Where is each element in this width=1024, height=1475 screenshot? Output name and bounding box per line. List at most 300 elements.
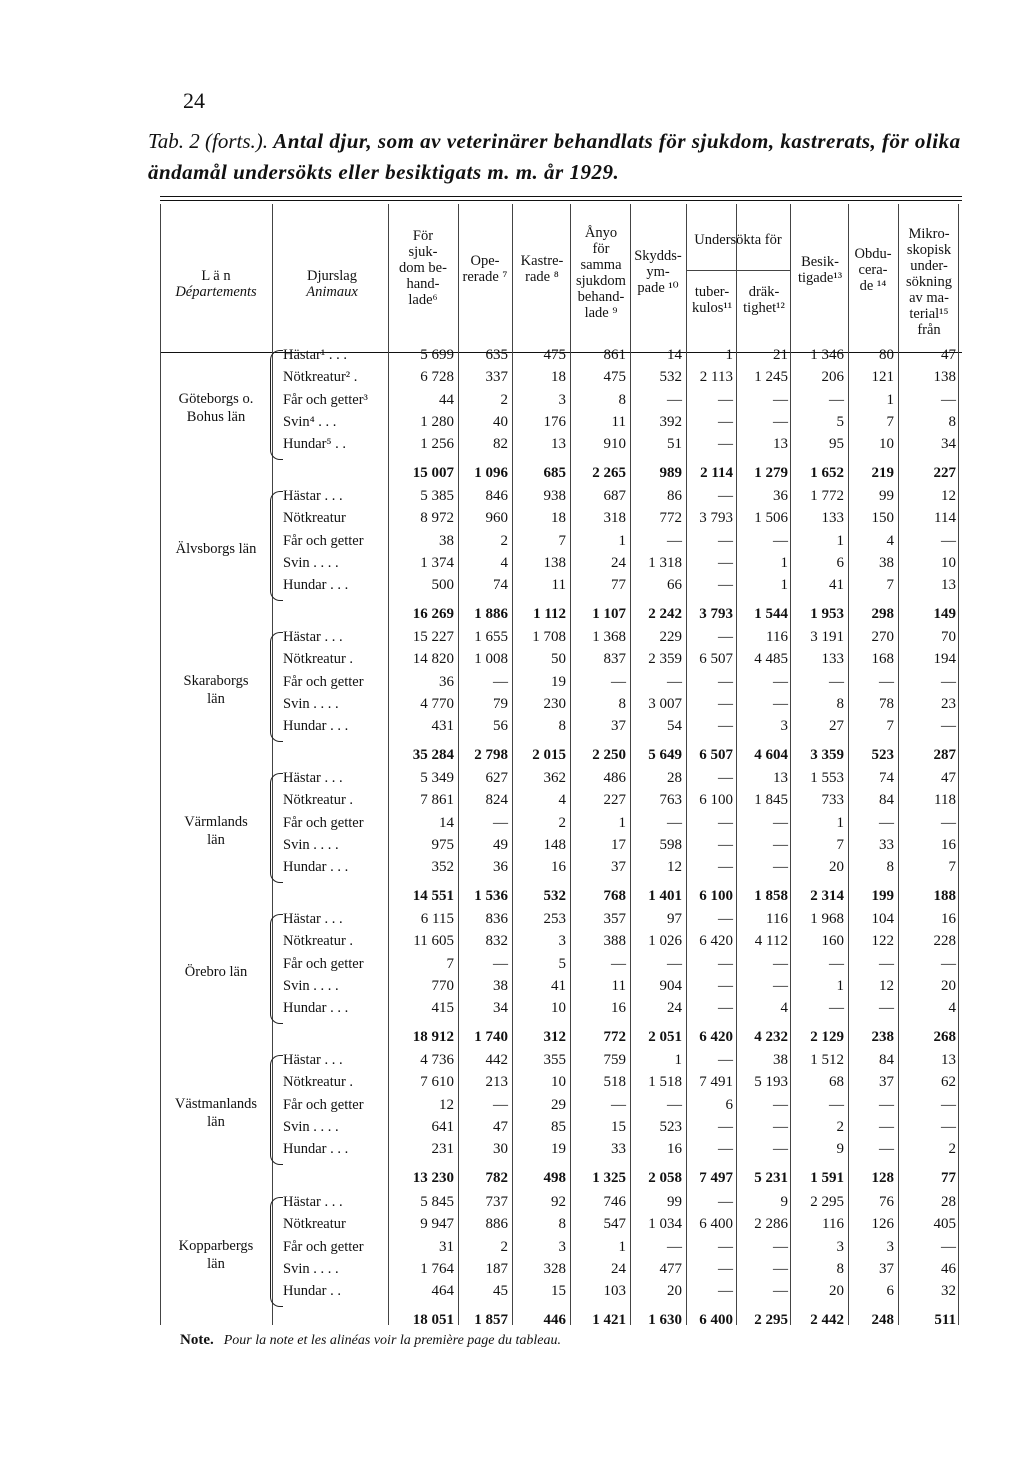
table-cell: — [829,955,844,972]
table-cell: 13 [773,770,788,786]
table-cell: 138 [933,369,956,386]
table-cell: — [718,673,733,690]
total-cell: 13 230 [412,1169,454,1186]
hd-line: rade ⁸ [525,269,559,285]
table-cell: — [879,1118,894,1135]
animal-label: Hundar . . . [283,718,349,735]
total-cell: 16 269 [412,605,454,622]
table-cell: 228 [933,933,956,950]
table-cell: 8 [836,695,844,712]
table-cell: 3 [558,391,566,408]
table-cell: 187 [485,1260,508,1277]
animal-label: Hästar . . . [283,770,343,786]
table-cell: 1 [836,814,844,831]
table-cell: 16 [941,836,956,853]
table-cell: 836 [485,911,508,927]
table-cell: 1 [674,1052,682,1068]
table-cell: 960 [485,510,508,527]
table-cell: 547 [603,1216,626,1233]
table-cell: 1 374 [420,554,454,571]
total-cell: 3 359 [810,746,844,763]
table-cell: 34 [941,436,956,453]
county-name-line: Älvsborgs län [175,540,257,557]
table-cell: 2 286 [754,1216,788,1233]
table-cell: 20 [829,859,844,876]
table-cell: 12 [879,977,894,994]
table-cell: 9 [780,1194,788,1210]
county-name [160,963,272,981]
table-cell: 23 [941,695,956,712]
header-sjuk [388,228,458,308]
table-cell: 3 [558,933,566,950]
table-cell: — [493,955,508,972]
table-cell: 337 [485,369,508,386]
table-cell: 8 [618,391,626,408]
table-cell: 5 845 [420,1194,454,1210]
table-cell: 475 [603,369,626,386]
table-cell: 30 [493,1141,508,1158]
table-cell: — [718,532,733,549]
hd-line: tuber- [694,284,730,300]
table-cell: 229 [659,629,682,645]
table-cell: 206 [821,369,844,386]
table-cell: 15 [551,1283,566,1300]
hd-line: rerade ⁷ [462,269,508,285]
table-cell: 1 506 [754,510,788,527]
header-besik [790,254,850,286]
county-name [160,672,272,708]
table-cell: 36 [773,488,788,504]
total-cell: 2 442 [810,1311,844,1328]
table-cell: 2 295 [810,1194,844,1210]
table-cell: — [667,391,682,408]
table-cell: 759 [603,1052,626,1068]
table-cell: 34 [493,1000,508,1017]
table-cell: 388 [603,933,626,950]
table-cell: 99 [667,1194,682,1210]
table-cell: — [718,577,733,594]
table-cell: 38 [879,554,894,571]
total-cell: 1 536 [474,887,508,904]
hd-line: Kastre- [520,253,564,269]
animal-label: Hundar⁵ . . [283,436,347,453]
table-cell: 32 [941,1283,956,1300]
animal-label: Svin . . . . [283,977,339,994]
group-brace [270,773,283,883]
table-cell: 1 [780,554,788,571]
table-cell: 2 [558,814,566,831]
table-cell: — [773,859,788,876]
header-tuber [686,284,738,316]
table-label: Tab. 2 (forts.). [148,129,269,153]
table-cell: 8 [558,1216,566,1233]
table-cell: 8 [558,718,566,735]
table-cell: — [773,532,788,549]
table-cell: 1 [886,391,894,408]
table-cell: — [718,391,733,408]
table-cell: 1 [618,814,626,831]
table-cell: 405 [933,1216,956,1233]
total-cell: 1 591 [810,1169,844,1186]
table-cell: — [667,1096,682,1113]
total-cell: 287 [933,746,956,763]
table-cell: 46 [941,1260,956,1277]
table-cell: 74 [879,770,894,786]
table-cell: 86 [667,488,682,504]
county-name-line: län [207,690,225,707]
column-rule [958,204,959,1325]
table-cell: 7 [836,836,844,853]
table-cell: 10 [551,1074,566,1091]
table-cell: 12 [439,1096,454,1113]
table-cell: 116 [822,1216,844,1233]
table-cell: 8 972 [420,510,454,527]
table-cell: 362 [543,770,566,786]
county-name [160,540,272,558]
group-brace [270,914,283,1024]
animal-label: Får och getter³ [283,391,368,408]
table-cell: 4 770 [420,695,454,712]
hd-line: samma [580,257,622,273]
table-cell: 47 [941,770,956,786]
note-text: Pour la note et les alinéas voir la première page du tableau. [223,1333,561,1348]
table-cell: 10 [941,554,956,571]
table-note [180,1332,561,1349]
animal-label: Får och getter [283,955,364,972]
table-cell: 2 [500,391,508,408]
total-cell: 446 [543,1311,566,1328]
table-cell: 16 [941,911,956,927]
table-cell: 19 [551,673,566,690]
table-cell: — [718,977,733,994]
table-cell: 4 736 [420,1052,454,1068]
county-name-line: Kopparbergs [178,1237,254,1254]
table-cell: 99 [879,488,894,504]
table-cell: 733 [821,792,844,809]
animal-label: Svin . . . . [283,695,339,712]
table-cell: — [773,695,788,712]
animal-label: Hundar . . [283,1283,341,1300]
total-cell: 532 [543,887,566,904]
table-cell: 122 [871,933,894,950]
table-cell: 6 507 [699,651,733,668]
table-cell: 28 [941,1194,956,1210]
table-cell: 6 400 [699,1216,733,1233]
header-lan-sv: L ä n [201,268,231,284]
table-cell: 1 [618,1238,626,1255]
table-cell: 1 [618,532,626,549]
table-cell: — [718,436,733,453]
total-cell: 1 279 [754,464,788,481]
table-cell: 29 [551,1096,566,1113]
table-cell: 103 [603,1283,626,1300]
hd-line: under- [910,258,948,274]
total-cell: 14 551 [412,887,454,904]
table-cell: 15 227 [412,629,454,645]
total-cell: 3 793 [699,605,733,622]
table-cell: 1 968 [810,911,844,927]
table-cell: — [879,955,894,972]
table-cell: 7 861 [420,792,454,809]
total-cell: 498 [543,1169,566,1186]
animal-label: Nötkreatur . [283,651,354,668]
table-cell: 532 [659,369,682,386]
hd-line: Ånyo [584,225,618,241]
animal-label: Hästar . . . [283,488,343,504]
table-cell: 20 [667,1283,682,1300]
table-cell: — [773,836,788,853]
total-cell: 227 [933,464,956,481]
total-cell: 1 112 [533,605,566,622]
total-cell: 2 129 [810,1028,844,1045]
county-name [160,1095,272,1131]
table-cell: 97 [667,911,682,927]
table-cell: 8 [886,859,894,876]
table-cell: — [941,1096,956,1113]
table-cell: 1 655 [474,629,508,645]
table-cell: 846 [485,488,508,504]
animal-label: Hundar . . . [283,577,349,594]
animal-label: Får och getter [283,814,364,831]
table-cell: — [941,1118,956,1135]
county-name-line: Värmlands [184,813,248,830]
total-cell: 2 265 [592,464,626,481]
animal-label: Svin⁴ . . . [283,413,337,430]
table-cell: 138 [543,554,566,571]
hd-line: hand- [406,276,440,292]
table-cell: 62 [941,1074,956,1091]
animal-label: Svin . . . . [283,1260,339,1277]
table-cell: 230 [543,695,566,712]
table-cell: — [941,718,956,735]
table-cell: 20 [941,977,956,994]
table-cell: 2 [500,532,508,549]
table-cell: 8 [618,695,626,712]
table-cell: 837 [603,651,626,668]
total-cell: 7 497 [699,1169,733,1186]
total-cell: 523 [871,746,894,763]
table-cell: 1 [780,577,788,594]
hd-line: sjuk- [408,244,438,260]
table-cell: 772 [659,510,682,527]
table-cell: 21 [773,347,788,363]
table-cell: 6 [725,1096,733,1113]
total-cell: 35 284 [412,746,454,763]
table-cell: 7 [558,532,566,549]
header-obdu [848,246,898,294]
column-rule [160,204,161,1325]
table-cell: 938 [543,488,566,504]
total-cell: 685 [543,464,566,481]
animal-label: Svin . . . . [283,1118,339,1135]
table-cell: 1 368 [592,629,626,645]
group-brace [270,632,283,742]
table-cell: 861 [603,347,626,363]
table-cell: 79 [493,695,508,712]
total-cell: 2 114 [700,464,733,481]
table-cell: — [941,1238,956,1255]
table-cell: 4 112 [754,933,788,950]
hd-line: av ma- [909,290,949,306]
header-undersokta-rule [686,270,790,271]
table-cell: 7 [948,859,956,876]
table-cell: — [773,955,788,972]
table-cell: 1 [836,977,844,994]
total-cell: 1 740 [474,1028,508,1045]
hd-line: tighet¹² [743,300,785,316]
table-cell: — [773,814,788,831]
table-cell: — [718,911,733,927]
table-cell: 270 [871,629,894,645]
table-cell: — [611,1096,626,1113]
table-cell: 7 [446,955,454,972]
table-cell: 6 100 [699,792,733,809]
table-cell: 16 [611,1000,626,1017]
table-cell: 41 [551,977,566,994]
note-label: Note. [180,1332,214,1348]
total-cell: 248 [871,1311,894,1328]
table-cell: 746 [603,1194,626,1210]
table-cell: 9 [836,1141,844,1158]
hd-line: lade⁶ [408,292,438,308]
county-name-line: Skaraborgs [183,672,249,689]
table-cell: 6 115 [420,911,454,927]
table-cell: — [879,673,894,690]
table-cell: 824 [485,792,508,809]
table-cell: 85 [551,1118,566,1135]
table-cell: 328 [543,1260,566,1277]
table-cell: 116 [766,629,788,645]
animal-label: Hundar . . . [283,1141,349,1158]
table-cell: — [829,1000,844,1017]
table-cell: 18 [551,369,566,386]
hd-line: skopisk [906,242,952,258]
total-cell: 2 314 [810,887,844,904]
total-cell: 5 231 [754,1169,788,1186]
table-cell: 6 728 [420,369,454,386]
total-cell: 18 912 [412,1028,454,1045]
hd-line: sökning [906,274,952,290]
table-cell: 1 [725,347,733,363]
table-cell: 47 [941,347,956,363]
table-cell: 7 [886,718,894,735]
table-cell: 176 [543,413,566,430]
table-cell: 14 [439,814,454,831]
table-cell: 28 [667,770,682,786]
table-title [148,126,978,188]
hd-line: Ope- [470,253,500,269]
header-drak [736,284,792,316]
table-cell: 1 772 [810,488,844,504]
table-cell: — [718,695,733,712]
table-cell: — [941,391,956,408]
table-cell: 1 034 [648,1216,682,1233]
total-cell: 199 [871,887,894,904]
table-cell: 12 [667,859,682,876]
table-cell: — [773,1118,788,1135]
table-cell: 770 [431,977,454,994]
total-cell: 2 798 [474,746,508,763]
table-cell: 687 [603,488,626,504]
table-cell: 737 [485,1194,508,1210]
total-cell: 6 420 [699,1028,733,1045]
hd-line: ym- [646,264,670,280]
county-name [160,390,272,426]
table-cell: 95 [829,436,844,453]
animal-label: Hästar¹ . . . [283,347,347,363]
total-cell: 782 [485,1169,508,1186]
table-cell: — [493,1096,508,1113]
table-cell: 3 [558,1238,566,1255]
table-cell: 24 [667,1000,682,1017]
table-cell: 77 [611,577,626,594]
total-cell: 2 051 [648,1028,682,1045]
table-cell: 5 349 [420,770,454,786]
table-cell: — [941,532,956,549]
header-djurslag [276,268,388,300]
table-cell: 37 [879,1074,894,1091]
hd-line: Undersökta för [694,232,782,248]
table-cell: 194 [933,651,956,668]
table-cell: — [773,1141,788,1158]
table-cell: — [667,814,682,831]
table-cell: — [773,977,788,994]
table-cell: 1 280 [420,413,454,430]
hd-line: För [412,228,434,244]
table-cell: — [773,1096,788,1113]
table-cell: 133 [821,510,844,527]
table-cell: 6 [886,1283,894,1300]
total-cell: 768 [603,887,626,904]
table-cell: 84 [879,1052,894,1068]
hd-line: behand- [577,289,625,305]
table-cell: 24 [611,1260,626,1277]
table-cell: 13 [551,436,566,453]
table-cell: 44 [439,391,454,408]
hd-line: terial¹⁵ [909,306,949,322]
table-cell: 14 820 [412,651,454,668]
table-cell: 7 [886,577,894,594]
table-cell: — [941,955,956,972]
table-cell: 7 610 [420,1074,454,1091]
table-cell: 133 [821,651,844,668]
table-cell: 78 [879,695,894,712]
table-cell: 10 [879,436,894,453]
table-cell: 1 512 [810,1052,844,1068]
table-cell: 1 245 [754,369,788,386]
total-cell: 2 242 [648,605,682,622]
animal-label: Hundar . . . [283,859,349,876]
total-cell: 1 401 [648,887,682,904]
county-name-line: Göteborgs o. [178,390,254,407]
total-cell: 238 [871,1028,894,1045]
total-cell: 188 [933,887,956,904]
table-cell: 6 [836,554,844,571]
hd-line: Skydds- [634,248,682,264]
total-cell: 128 [871,1169,894,1186]
table-cell: 13 [773,436,788,453]
table-cell: — [879,1141,894,1158]
animal-label: Hästar . . . [283,1194,343,1210]
top-rule [160,196,962,197]
table-cell: 56 [493,718,508,735]
table-cell: 36 [493,859,508,876]
table-cell: — [493,673,508,690]
county-name [160,813,272,849]
total-cell: 1 107 [592,605,626,622]
total-cell: 2 295 [754,1311,788,1328]
hd-line: de ¹⁴ [859,278,887,294]
